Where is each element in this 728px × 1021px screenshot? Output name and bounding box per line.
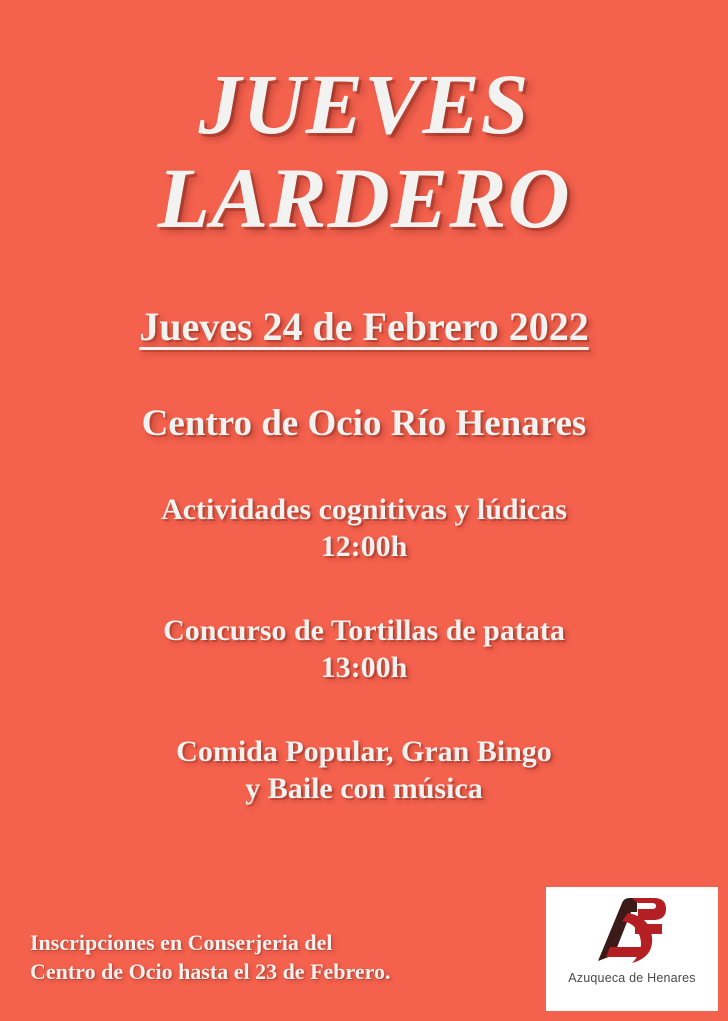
activity-3-name: Comida Popular, Gran Bingo [176,734,552,768]
activity-2-time: 13:00h [320,651,408,685]
event-date: Jueves 24 de Febrero 2022 [139,303,589,349]
activity-1-name: Actividades cognitivas y lúdicas [161,492,567,526]
activity-1 [0,491,728,566]
azuqueca-logo-icon [588,895,676,969]
title-line-2: LARDERO [157,150,571,247]
title-line-1: JUEVES [198,56,530,152]
activity-1-time: 12:00h [320,530,408,564]
registration-note-line-1: Inscripciones en Conserjeria del [30,929,333,955]
registration-note [30,928,391,987]
activity-2-name: Concurso de Tortillas de patata [163,613,565,647]
event-venue: Centro de Ocio Río Henares [141,402,587,444]
activity-3 [0,733,728,808]
registration-note-line-2: Centro de Ocio hasta el 23 de Febrero. [30,959,391,985]
logo-caption: Azuqueca de Henares [568,971,696,985]
activity-2 [0,612,728,687]
logo-block [546,887,718,1011]
poster-title [0,0,728,247]
activity-3-time: y Baile con música [245,772,483,806]
